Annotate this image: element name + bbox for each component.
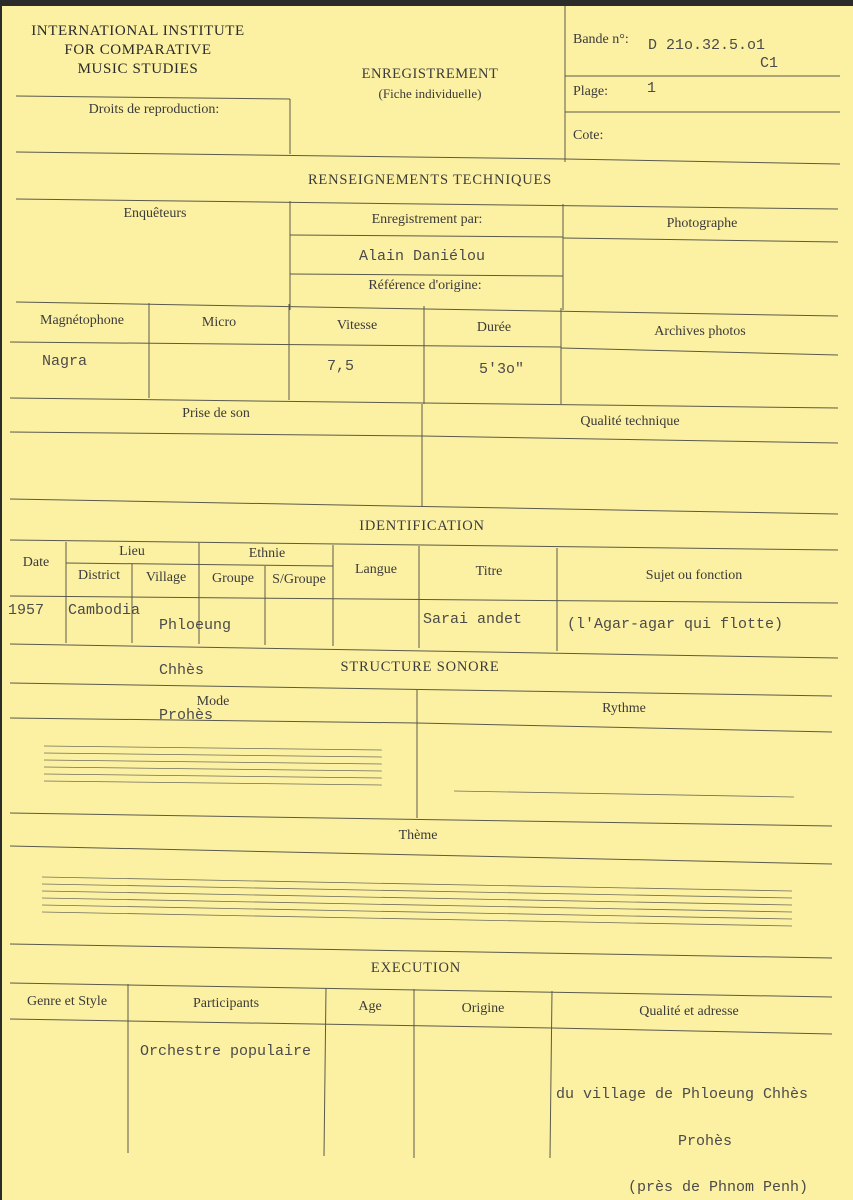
bande-value-line-2: C1 bbox=[760, 55, 779, 72]
genre-label: Genre et Style bbox=[26, 994, 108, 1009]
qualite-line: Prohès bbox=[678, 1132, 733, 1150]
ethnie-label: Ethnie bbox=[248, 546, 286, 561]
enregistrement-value: Alain Daniélou bbox=[358, 248, 486, 265]
groupe-label: Groupe bbox=[212, 571, 254, 586]
form-subtitle: (Fiche individuelle) bbox=[378, 86, 482, 101]
village-line: Prohès bbox=[159, 707, 214, 724]
vitesse-label: Vitesse bbox=[336, 318, 378, 333]
village-label: Village bbox=[145, 570, 187, 585]
recording-index-card bbox=[2, 6, 853, 1200]
bande-value: D 21o.32.5.o1 bbox=[648, 37, 766, 54]
magnetophone-label: Magnétophone bbox=[40, 313, 124, 328]
institute-name bbox=[31, 22, 245, 79]
section-heading-structure: STRUCTURE SONORE bbox=[340, 659, 500, 675]
rights-label: Droits de reproduction: bbox=[88, 102, 220, 117]
micro-label: Micro bbox=[201, 315, 237, 330]
institute-line: INTERNATIONAL INSTITUTE bbox=[31, 23, 245, 39]
duree-label: Durée bbox=[476, 320, 512, 335]
origine-label: Origine bbox=[461, 1001, 505, 1016]
qualite-line: (près de Phnom Penh) bbox=[628, 1179, 809, 1196]
vitesse-value: 7,5 bbox=[327, 358, 355, 375]
village-line: Phloeung bbox=[159, 617, 232, 634]
reference-label: Référence d'origine: bbox=[368, 278, 482, 293]
section-heading-technique: RENSEIGNEMENTS TECHNIQUES bbox=[307, 172, 553, 188]
sgroupe-label: S/Groupe bbox=[272, 572, 326, 587]
theme-label: Thème bbox=[398, 828, 438, 843]
qualite-adresse-value bbox=[556, 1056, 808, 1200]
bande-label: Bande n°: bbox=[573, 32, 629, 47]
age-label: Age bbox=[358, 999, 382, 1014]
langue-label: Langue bbox=[355, 562, 397, 577]
village-value bbox=[159, 588, 231, 753]
titre-value: Sarai andet bbox=[423, 611, 523, 628]
archives-label: Archives photos bbox=[654, 324, 746, 339]
district-label: District bbox=[78, 568, 120, 583]
lieu-label: Lieu bbox=[119, 544, 145, 559]
participants-label: Participants bbox=[192, 996, 260, 1011]
section-heading-execution: EXECUTION bbox=[370, 960, 462, 976]
plage-label: Plage: bbox=[573, 84, 608, 99]
mode-label: Mode bbox=[196, 694, 230, 709]
cote-label: Cote: bbox=[573, 128, 604, 143]
section-heading-identification: IDENTIFICATION bbox=[359, 518, 485, 534]
sujet-value: (l'Agar-agar qui flotte) bbox=[567, 616, 784, 633]
magnetophone-value: Nagra bbox=[42, 353, 88, 370]
date-value: 1957 bbox=[8, 602, 45, 619]
institute-line: FOR COMPARATIVE bbox=[64, 42, 212, 58]
plage-value: 1 bbox=[647, 80, 657, 97]
qualite-line: du village de Phloeung Chhès bbox=[556, 1086, 809, 1103]
rythme-label: Rythme bbox=[602, 701, 646, 716]
qualite-technique-label: Qualité technique bbox=[580, 414, 680, 429]
titre-label: Titre bbox=[475, 564, 503, 579]
date-label: Date bbox=[22, 555, 50, 570]
enregistrement-label: Enregistrement par: bbox=[371, 212, 483, 227]
photographe-label: Photographe bbox=[666, 216, 738, 231]
qualite-adresse-label: Qualité et adresse bbox=[639, 1004, 739, 1019]
enqueteurs-label: Enquêteurs bbox=[123, 206, 187, 221]
district-value: Cambodia bbox=[68, 602, 141, 619]
duree-value: 5'3o" bbox=[479, 361, 525, 378]
participants-value: Orchestre populaire bbox=[140, 1043, 312, 1060]
form-title: ENREGISTREMENT bbox=[361, 66, 499, 82]
village-line: Chhès bbox=[159, 662, 205, 679]
institute-line: MUSIC STUDIES bbox=[77, 61, 199, 77]
sujet-label: Sujet ou fonction bbox=[645, 568, 743, 583]
prise-label: Prise de son bbox=[182, 406, 250, 421]
